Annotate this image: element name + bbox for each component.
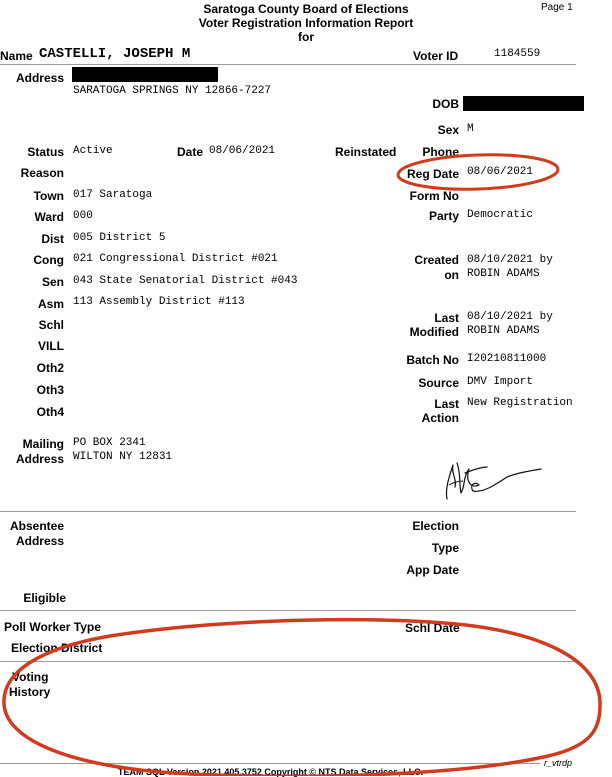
cong-value: 021 Congressional District #021	[73, 253, 278, 265]
poll-worker-type-label: Poll Worker Type	[4, 620, 101, 634]
batch-no-label: Batch No	[406, 353, 459, 367]
town-label: Town	[33, 189, 64, 203]
created-value-date: 08/10/2021 by	[467, 254, 553, 266]
voter-id-label: Voter ID	[413, 49, 459, 63]
type-label: Type	[431, 541, 459, 555]
ward-value: 000	[73, 210, 93, 222]
mailing-line-1: PO BOX 2341	[73, 437, 146, 449]
asm-label: Asm	[37, 297, 64, 311]
election-district-label: Election District	[11, 641, 103, 655]
address-label: Address	[15, 71, 64, 85]
date-value: 08/06/2021	[209, 145, 276, 157]
last-modified-label-1: Last	[434, 311, 459, 325]
sen-value: 043 State Senatorial District #043	[73, 275, 298, 287]
dob-label: DOB	[432, 97, 459, 111]
absentee-address-label-1: Absentee	[9, 519, 64, 533]
report-title: Voter Registration Information Report	[198, 16, 414, 30]
last-modified-label-2: Modified	[409, 325, 459, 339]
vill-label: VILL	[38, 339, 64, 353]
voting-history-annotation-circle	[4, 620, 600, 776]
source-label: Source	[418, 376, 459, 390]
status-label: Status	[27, 145, 64, 159]
source-value: DMV Import	[467, 376, 534, 388]
ward-label: Ward	[34, 210, 64, 224]
cong-label: Cong	[33, 253, 64, 267]
name-label: Name	[0, 49, 33, 63]
oth2-label: Oth2	[36, 361, 64, 375]
mailing-line-2: WILTON NY 12831	[73, 451, 173, 463]
address-city-line: SARATOGA SPRINGS NY 12866-7227	[73, 85, 272, 97]
app-date-label: App Date	[406, 563, 459, 577]
reason-label: Reason	[20, 166, 64, 180]
report-title-for: for	[298, 30, 314, 44]
created-value-user: ROBIN ADAMS	[467, 268, 540, 280]
absentee-address-label-2: Address	[15, 534, 64, 548]
mailing-label-2: Address	[15, 452, 64, 466]
form-no-label: Form No	[409, 189, 459, 203]
modified-value-user: ROBIN ADAMS	[467, 325, 540, 337]
town-value: 017 Saratoga	[73, 189, 153, 201]
voting-history-label-2: History	[9, 685, 51, 699]
voter-name: CASTELLI, JOSEPH M	[39, 46, 191, 62]
page-number: Page 1	[541, 2, 573, 13]
status-value: Active	[73, 145, 113, 157]
schl-label: Schl	[38, 318, 64, 332]
report-title-county: Saratoga County Board of Elections	[203, 2, 409, 16]
reg-date-annotation-circle	[397, 152, 558, 192]
last-action-label-1: Last	[434, 397, 459, 411]
copyright-footer: TEAM SQL Version 2021.405.3752 Copyright © NTS Data Services, LLC.	[118, 767, 424, 777]
dist-label: Dist	[41, 232, 64, 246]
reg-date-value: 08/06/2021	[467, 166, 534, 178]
created-label: Created	[414, 253, 459, 267]
date-label: Date	[177, 145, 204, 159]
phone-label: Phone	[422, 145, 459, 159]
reinstated-label: Reinstated	[335, 145, 397, 159]
batch-no-value: I20210811000	[467, 353, 547, 365]
dist-value: 005 District 5	[73, 232, 166, 244]
voting-history-label-1: Voting	[12, 670, 49, 684]
voter-id-value: 1184559	[494, 48, 541, 60]
party-value: Democratic	[467, 209, 534, 221]
form-code: r_vtrdp	[544, 758, 573, 768]
created-on-label: on	[444, 268, 459, 282]
sex-value: M	[467, 123, 474, 135]
oth4-label: Oth4	[36, 405, 64, 419]
asm-value: 113 Assembly District #113	[73, 296, 245, 308]
sen-label: Sen	[41, 275, 64, 289]
schl-date-label: Schl Date	[405, 621, 460, 635]
reg-date-label: Reg Date	[406, 167, 459, 181]
eligible-label: Eligible	[23, 591, 66, 605]
election-label: Election	[412, 519, 459, 533]
mailing-label-1: Mailing	[22, 437, 64, 451]
modified-value-date: 08/10/2021 by	[467, 311, 553, 323]
oth3-label: Oth3	[36, 383, 64, 397]
sex-label: Sex	[437, 123, 459, 137]
party-label: Party	[428, 209, 459, 223]
last-action-label-2: Action	[421, 411, 459, 425]
last-action-value: New Registration	[467, 397, 573, 409]
